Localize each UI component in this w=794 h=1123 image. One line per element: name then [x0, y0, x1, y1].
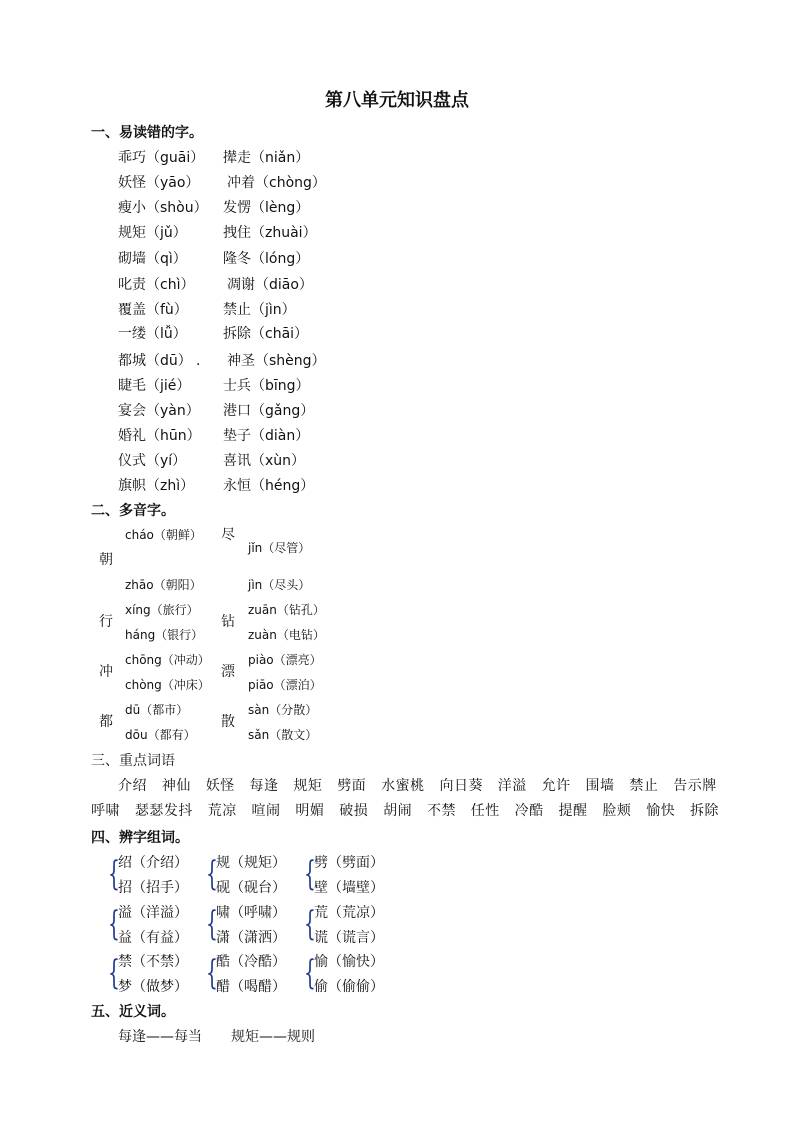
synonym-pair: 每逢——每当	[118, 1029, 202, 1045]
misread-item: 妖怪（yāo）	[118, 175, 200, 191]
section-heading-synonyms: 五、近义词。	[91, 1004, 175, 1020]
compare-char-item: 招（招手）	[118, 880, 188, 896]
misread-item: 一缕（lǚ）	[118, 326, 187, 342]
misread-item: 禁止（jìn）	[223, 302, 296, 318]
brace-icon: {	[304, 904, 316, 944]
polyphone-reading: sǎn（散文）	[248, 728, 318, 742]
polyphone-reading: xíng（旅行）	[125, 603, 199, 617]
compare-char-item: 益（有益）	[118, 930, 188, 946]
polyphone-char: 行	[99, 614, 113, 630]
misread-item: 隆冬（lóng）	[223, 251, 310, 267]
section-heading-misread: 一、易读错的字。	[91, 125, 203, 141]
misread-item: 神圣（shèng）	[227, 353, 326, 369]
polyphone-reading: zuān（钻孔）	[248, 603, 325, 617]
brace-icon: {	[304, 854, 316, 894]
polyphone-char: 朝	[99, 552, 113, 568]
section-heading-compare-chars: 四、辨字组词。	[91, 830, 189, 846]
misread-item: 拆除（chāi）	[223, 326, 309, 342]
compare-char-item: 酷（冷酷）	[216, 954, 286, 970]
polyphone-char: 冲	[99, 664, 113, 680]
polyphone-reading: jìn（尽头）	[248, 578, 311, 592]
polyphone-reading: háng（银行）	[125, 628, 204, 642]
misread-item: 乖巧（guāi）	[118, 150, 205, 166]
polyphone-reading: zhāo（朝阳）	[125, 578, 202, 592]
polyphone-char: 尽	[221, 527, 235, 543]
misread-item: 宴会（yàn）	[118, 403, 200, 419]
polyphone-reading: dū（都市）	[125, 703, 189, 717]
brace-icon: {	[108, 854, 120, 894]
compare-char-item: 愉（愉快）	[314, 954, 384, 970]
compare-char-item: 啸（呼啸）	[216, 905, 286, 921]
compare-char-item: 醋（喝醋）	[216, 979, 286, 995]
key-words-line: 呼啸 瑟瑟发抖 荒凉 喧闹 明媚 破损 胡闹 不禁 任性 冷酷 提醒 脸颊 愉快 拆除	[91, 803, 720, 819]
brace-icon: {	[108, 904, 120, 944]
polyphone-char: 都	[99, 714, 113, 730]
polyphone-reading: chòng（冲床）	[125, 678, 210, 692]
compare-char-item: 溢（洋溢）	[118, 905, 188, 921]
key-words-line: 介绍 神仙 妖怪 每逢 规矩 劈面 水蜜桃 向日葵 洋溢 允许 围墙 禁止 告示牌	[118, 778, 717, 794]
compare-char-item: 规（规矩）	[216, 855, 286, 871]
misread-item: 港口（gǎng）	[223, 403, 315, 419]
brace-icon: {	[304, 953, 316, 993]
brace-icon: {	[108, 953, 120, 993]
compare-char-item: 禁（不禁）	[118, 954, 188, 970]
polyphone-char: 漂	[221, 664, 235, 680]
misread-item: 喜讯（xùn）	[223, 453, 306, 469]
polyphone-reading: piào（漂亮）	[248, 653, 322, 667]
misread-item: 瘦小（shòu）	[118, 200, 208, 216]
misread-item: 永恒（héng）	[223, 478, 315, 494]
brace-icon: {	[206, 904, 218, 944]
misread-item: 规矩（jǔ）	[118, 225, 187, 241]
polyphone-reading: dōu（都有）	[125, 728, 196, 742]
misread-item: 士兵（bīng）	[223, 378, 310, 394]
polyphone-reading: chōng（冲动）	[125, 653, 210, 667]
misread-item: 旗帜（zhì）	[118, 478, 195, 494]
brace-icon: {	[206, 854, 218, 894]
section-heading-key-words: 三、重点词语	[91, 753, 175, 769]
compare-char-item: 潇（潇洒）	[216, 930, 286, 946]
misread-item: 凋谢（diāo）	[227, 277, 313, 293]
misread-item: 叱责（chì）	[118, 277, 195, 293]
page-title: 第八单元知识盘点	[325, 90, 469, 111]
stray-dot: .	[196, 353, 201, 369]
misread-item: 垫子（diàn）	[223, 428, 310, 444]
polyphone-reading: piāo（漂泊）	[248, 678, 322, 692]
brace-icon: {	[206, 953, 218, 993]
polyphone-reading: zuàn（电钻）	[248, 628, 325, 642]
polyphone-reading: cháo（朝鲜）	[125, 528, 202, 542]
compare-char-item: 绍（介绍）	[118, 855, 188, 871]
compare-char-item: 荒（荒凉）	[314, 905, 384, 921]
synonym-pair: 规矩——规则	[231, 1029, 315, 1045]
section-heading-polyphones: 二、多音字。	[91, 503, 175, 519]
polyphone-reading: sàn（分散）	[248, 703, 318, 717]
polyphone-reading: jǐn（尽管）	[248, 541, 311, 555]
misread-item: 睫毛（jié）	[118, 378, 191, 394]
misread-item: 冲着（chòng）	[227, 175, 326, 191]
misread-item: 都城（dū）	[118, 353, 192, 369]
misread-item: 发愣（lèng）	[223, 200, 310, 216]
polyphone-char: 钻	[221, 614, 235, 630]
misread-item: 覆盖（fù）	[118, 302, 188, 318]
misread-item: 婚礼（hūn）	[118, 428, 201, 444]
compare-char-item: 谎（谎言）	[314, 930, 384, 946]
compare-char-item: 劈（劈面）	[314, 855, 384, 871]
misread-item: 拽住（zhuài）	[223, 225, 317, 241]
polyphone-char: 散	[221, 714, 235, 730]
misread-item: 撵走（niǎn）	[223, 150, 310, 166]
compare-char-item: 砚（砚台）	[216, 880, 286, 896]
compare-char-item: 偷（偷偷）	[314, 979, 384, 995]
misread-item: 砌墙（qì）	[118, 251, 187, 267]
compare-char-item: 梦（做梦）	[118, 979, 188, 995]
misread-item: 仪式（yí）	[118, 453, 187, 469]
compare-char-item: 壁（墙壁）	[314, 880, 384, 896]
